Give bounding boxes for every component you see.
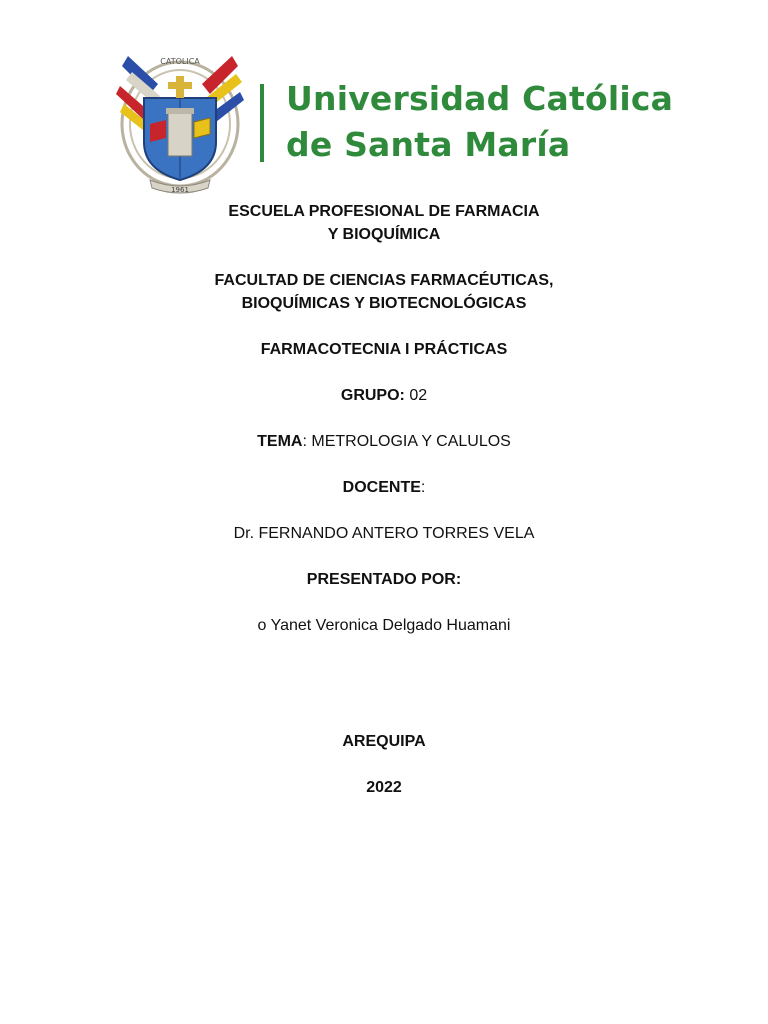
faculty-line1: FACULTAD DE CIENCIAS FARMACÉUTICAS,	[214, 272, 554, 289]
year: 2022	[366, 779, 402, 796]
university-name	[286, 76, 673, 168]
document-header	[110, 46, 690, 196]
topic-line	[0, 430, 768, 453]
student-name: Yanet Veronica Delgado Huamani	[266, 617, 511, 634]
student-line	[0, 614, 768, 637]
group-label: GRUPO:	[340, 387, 405, 404]
topic-value: : METROLOGIA Y CALULOS	[302, 433, 511, 450]
school-line2: Y BIOQUÍMICA	[327, 226, 441, 243]
presented-label: PRESENTADO POR:	[306, 571, 462, 588]
university-name-line2: de Santa María	[286, 125, 571, 164]
header-divider	[260, 84, 264, 162]
student-bullet: o	[257, 617, 267, 634]
teacher-label: DOCENTE	[342, 479, 421, 496]
course-title: FARMACOTECNIA I PRÁCTICAS	[260, 341, 508, 358]
group-line	[0, 384, 768, 407]
city: AREQUIPA	[342, 733, 426, 750]
school-line1: ESCUELA PROFESIONAL DE FARMACIA	[228, 203, 540, 220]
cover-content	[0, 200, 768, 799]
crest-year: 1961	[171, 186, 189, 194]
teacher-name: Dr. FERNANDO ANTERO TORRES VELA	[233, 525, 535, 542]
crest-logo	[110, 46, 250, 196]
teacher-colon: :	[420, 479, 426, 496]
faculty-line2: BIOQUÍMICAS Y BIOTECNOLÓGICAS	[241, 295, 527, 312]
topic-label: TEMA	[257, 433, 303, 450]
teacher-line	[0, 476, 768, 499]
group-value: 02	[404, 387, 428, 404]
university-name-line1: Universidad Católica	[286, 79, 674, 118]
crest-motto: CATOLICA	[160, 57, 200, 66]
